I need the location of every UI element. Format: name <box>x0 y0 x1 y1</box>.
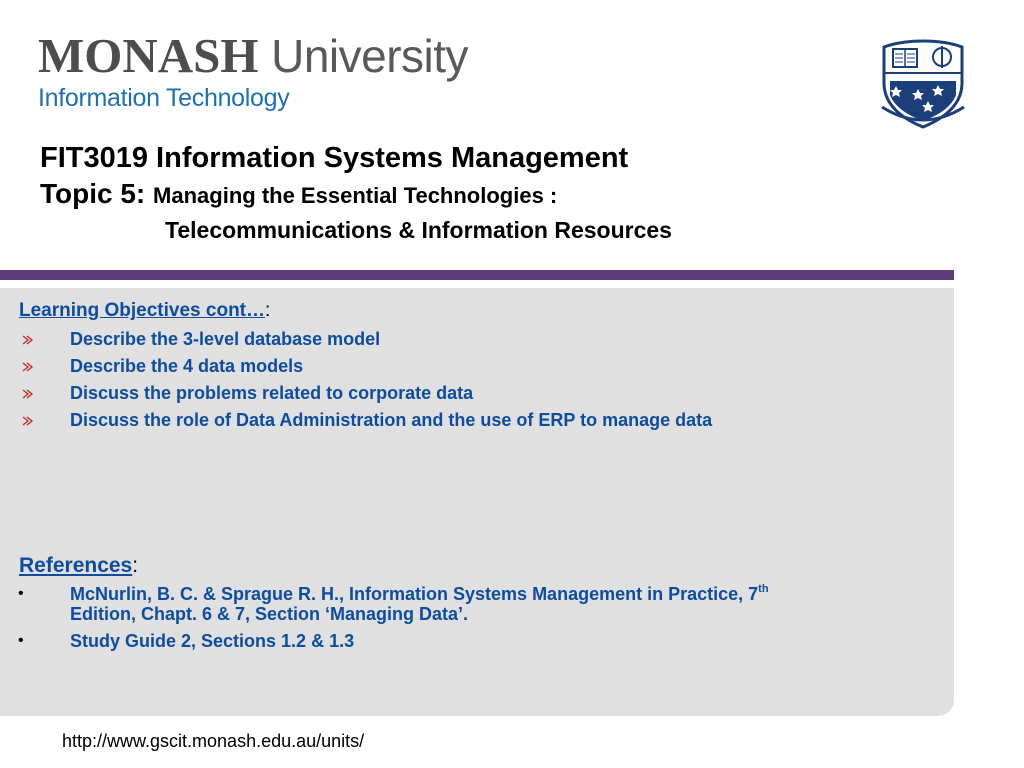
reference-text-1: McNurlin, B. C. & Sprague R. H., Information Systems Management in Practice, 7 <box>70 584 759 604</box>
title-line-topic <box>40 176 672 214</box>
logo-bold-text: MONASH <box>38 28 259 83</box>
logo-light-text: University <box>271 30 469 82</box>
reference-text-2: Study Guide 2, Sections 1.2 & 1.3 <box>70 631 355 651</box>
slide-title <box>40 140 672 246</box>
arrow-bullet-icon <box>22 389 34 399</box>
logo-wordmark <box>38 30 468 82</box>
purple-divider <box>0 270 954 280</box>
objective-text: Discuss the problems related to corporate data <box>70 383 474 403</box>
references-heading-text: References <box>19 554 133 577</box>
objective-text: Discuss the role of Data Administration and the use of ERP to manage data <box>70 410 713 430</box>
arrow-bullet-icon <box>22 362 34 372</box>
list-item <box>0 631 769 651</box>
bullet-dot: • <box>18 632 24 649</box>
list-item <box>0 410 712 437</box>
topic-prefix: Topic 5: <box>40 178 146 209</box>
topic-name: Managing the Essential Technologies : <box>153 183 558 208</box>
objectives-heading-text: Learning Objectives cont… <box>19 300 265 321</box>
monash-logo <box>38 30 468 112</box>
content-panel <box>0 288 954 716</box>
monash-crest-icon <box>880 37 966 131</box>
reference-text-1-cont: Edition, Chapt. 6 & 7, Section ‘Managing Data’. <box>70 604 469 624</box>
reference-superscript: th <box>758 583 769 595</box>
objectives-heading <box>19 300 270 322</box>
title-line-course: FIT3019 Information Systems Management <box>40 142 629 174</box>
arrow-bullet-icon <box>22 335 34 345</box>
bullet-dot: • <box>18 585 24 602</box>
list-item <box>0 584 769 624</box>
objective-text: Describe the 3-level database model <box>70 329 381 349</box>
arrow-bullet-icon <box>22 416 34 426</box>
references-heading-colon: : <box>132 554 139 577</box>
references-list <box>0 584 769 658</box>
list-item <box>0 356 712 383</box>
objectives-heading-colon: : <box>265 300 271 321</box>
list-item <box>0 329 712 356</box>
footer-url: http://www.gscit.monash.edu.au/units/ <box>62 731 365 751</box>
references-heading <box>19 554 138 578</box>
list-item <box>0 383 712 410</box>
objectives-list <box>0 329 712 437</box>
title-line-subtopic: Telecommunications & Information Resources <box>165 217 672 243</box>
logo-subtitle: Information Technology <box>38 84 290 112</box>
objective-text: Describe the 4 data models <box>70 356 304 376</box>
